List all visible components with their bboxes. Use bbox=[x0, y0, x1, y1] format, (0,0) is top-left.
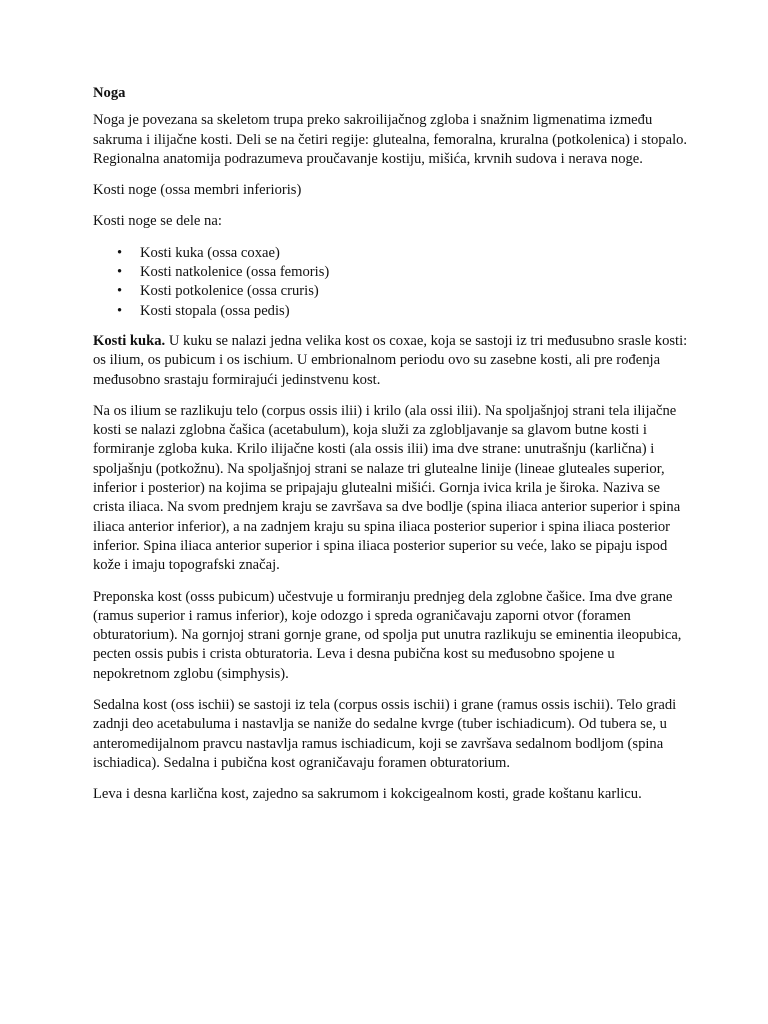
list-item-text: Kosti stopala (ossa pedis) bbox=[140, 302, 290, 319]
bone-list bbox=[93, 244, 688, 321]
list-item bbox=[117, 263, 688, 282]
hip-paragraph bbox=[93, 332, 688, 390]
list-item bbox=[117, 282, 688, 301]
pelvis-paragraph: Leva i desna karlična kost, zajedno sa sakrumom i kokcigealnom kosti, grade koštanu karlicu. bbox=[93, 786, 642, 803]
division-intro: Kosti noge se dele na: bbox=[93, 213, 222, 230]
list-item-text: Kosti kuka (ossa coxae) bbox=[140, 244, 280, 261]
pubis-paragraph: Preponska kost (osss pubicum) učestvuje u formiranju prednjeg dela zglobne čašice. Ima dve grane (ramus superior i ramus inferior), koje odozgo i spreda ograničavaju zaporni otvor (foramen obturatorium). Na gornjoj strani gornje grane, od spolja put unutra razlikuju se eminentia ileopubica, pecten ossis pubis i crista obturatoria. Leva i desna pubična kost su međusobno spojene u nepokretnom zglobu (simphysis). bbox=[93, 588, 682, 682]
list-item-text: Kosti potkolenice (ossa cruris) bbox=[140, 283, 319, 300]
document-page bbox=[93, 84, 688, 817]
ilium-paragraph: Na os ilium se razlikuju telo (corpus ossis ilii) i krilo (ala ossi ilii). Na spoljašnjoj strani tela ilijačne kosti se nalazi zglobna čašica (acetabulum), koja služi za zglobljavanje sa glavom butne kosti i formiranje zgloba kuka. Krilo ilijačne kosti (ala ossis ilii) ima dve strane: unutrašnju (karlična) i spoljašnju (potkožnu). Na spoljašnjoj strani se nalaze tri glutealne linije (lineae gluteales superior, inferior i posterior) na kojima se pripajaju glutealni mišići. Gornja ivica krila je široka. Naziva se crista iliaca. Na svom prednjem kraju se završava sa dve bodlje (spina iliaca anterior superior i spina iliaca anterior inferior), a na zadnjem kraju su spina iliaca posterior superior i spina iliaca posterior inferior. Spina iliaca anterior superior i spina iliaca posterior superior su veće, lako se pipaju ispod kože i imaju topografski značaj. bbox=[93, 402, 681, 574]
list-item-text: Kosti natkolenice (ossa femoris) bbox=[140, 264, 330, 281]
bullet-icon: • bbox=[117, 264, 123, 281]
bullet-icon: • bbox=[117, 244, 123, 261]
document-title: Noga bbox=[93, 85, 126, 101]
list-item bbox=[117, 302, 688, 321]
bullet-icon: • bbox=[117, 302, 123, 319]
bones-heading: Kosti noge (ossa membri inferioris) bbox=[93, 182, 302, 199]
hip-text: U kuku se nalazi jedna velika kost os coxae, koja se sastoji iz tri međusubno srasle kosti: os ilium, os pubicum i os ischium. U embrionalnom periodu ovo su zasebne kosti, ali pre rođenja međusobno srastaju formirajući jedinstvenu kost. bbox=[93, 332, 688, 388]
intro-paragraph: Noga je povezana sa skeletom trupa preko sakroilijačnog zgloba i snažnim ligmenatima između sakruma i ilijačne kosti. Deli se na četiri regije: glutealna, femoralna, kruralna (potkolenica) i stopalo. Regionalna anatomija podrazumeva proučavanje kostiju, mišića, krvnih sudova i nerava noge. bbox=[93, 112, 688, 167]
hip-lead: Kosti kuka. bbox=[93, 332, 166, 349]
list-item bbox=[117, 244, 688, 263]
bullet-icon: • bbox=[117, 283, 123, 300]
ischium-paragraph: Sedalna kost (oss ischii) se sastoji iz tela (corpus ossis ischii) i grane (ramus ossis ischii). Telo gradi zadnji deo acetabuluma i nastavlja se naniže do sedalne kvrge (tuber ischiadicum). Od tubera se, u anteromedijalnom pravcu nastavlja ramus ischiadicum, koji se završava sedalnom bodljom (spina ischiadica). Sedalna i pubična kost ograničavaju foramen obturatorium. bbox=[93, 697, 677, 771]
